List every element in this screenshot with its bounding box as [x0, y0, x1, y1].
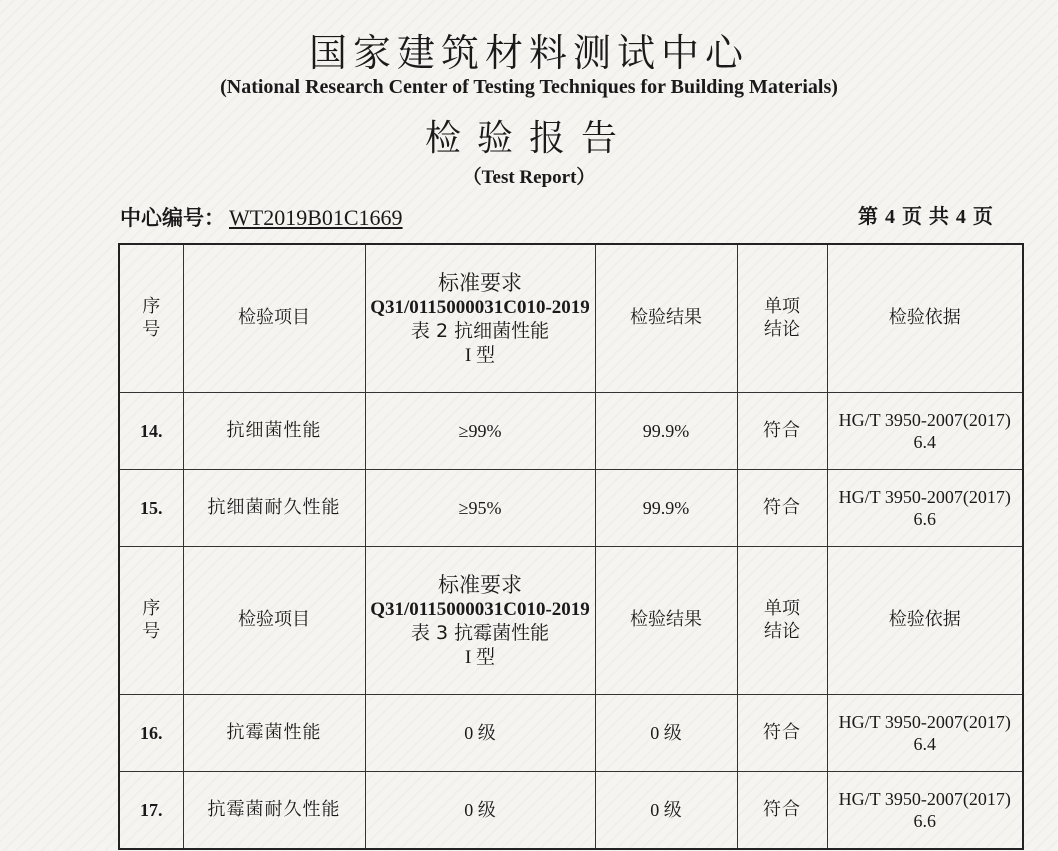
center-number	[120, 202, 403, 232]
header-conclusion: 单项 结论	[737, 244, 827, 393]
row-item: 抗霉菌性能	[183, 695, 365, 772]
row-conclusion: 符合	[737, 393, 827, 470]
header-standard-code: Q31/0115000031C010-2019	[370, 599, 590, 620]
row-item: 抗细菌性能	[183, 393, 365, 470]
row-basis: HG/T 3950-2007(2017) 6.6	[827, 470, 1023, 547]
row-requirement: ≥95%	[365, 470, 595, 547]
center-title-cn: 国家建筑材料测试中心	[308, 31, 749, 75]
header-standard-title: 标准要求	[438, 270, 522, 295]
row-no: 17.	[119, 772, 183, 850]
header-result: 检验结果	[595, 547, 737, 695]
header-standard	[365, 547, 595, 695]
header-standard-type: I 型	[464, 646, 496, 668]
table-header-row	[119, 244, 1023, 393]
test-report-table	[118, 243, 1024, 850]
header-item: 检验项目	[183, 244, 365, 393]
row-conclusion: 符合	[737, 772, 827, 850]
row-conclusion: 符合	[737, 470, 827, 547]
table-header-row	[119, 547, 1023, 695]
table-row	[119, 772, 1023, 850]
page-label-a: 第	[858, 204, 878, 228]
row-result: 99.9%	[595, 470, 737, 547]
row-no: 15.	[119, 470, 183, 547]
header-standard-code: Q31/0115000031C010-2019	[370, 297, 590, 318]
page-indicator	[858, 200, 993, 229]
page-total: 4	[955, 206, 966, 228]
table-row	[119, 393, 1023, 470]
row-basis: HG/T 3950-2007(2017) 6.4	[827, 393, 1023, 470]
row-item: 抗细菌耐久性能	[183, 470, 365, 547]
row-no: 14.	[119, 393, 183, 470]
header-no: 序 号	[119, 547, 183, 695]
header-no: 序 号	[119, 244, 183, 393]
row-conclusion: 符合	[737, 695, 827, 772]
header-standard-table: 表 3 抗霉菌性能	[410, 621, 550, 644]
center-title-en: (National Research Center of Testing Techniques for Building Materials)	[220, 76, 838, 98]
row-item: 抗霉菌耐久性能	[183, 772, 365, 850]
header-basis: 检验依据	[827, 547, 1023, 695]
row-result: 99.9%	[595, 393, 737, 470]
center-number-value: WT2019B01C1669	[229, 205, 403, 230]
table-row	[119, 695, 1023, 772]
row-result: 0 级	[595, 695, 737, 772]
header-standard-table: 表 2 抗细菌性能	[410, 319, 550, 342]
header-standard	[365, 244, 595, 393]
header-conclusion: 单项 结论	[737, 547, 827, 695]
page-label-c: 页	[972, 204, 993, 228]
header-standard-title: 标准要求	[438, 572, 522, 597]
header-result: 检验结果	[595, 244, 737, 393]
row-requirement: ≥99%	[365, 393, 595, 470]
row-basis: HG/T 3950-2007(2017) 6.6	[827, 772, 1023, 850]
page-current: 4	[884, 206, 895, 228]
report-title-cn: 检验报告	[424, 118, 633, 159]
row-basis: HG/T 3950-2007(2017) 6.4	[827, 695, 1023, 772]
header-standard-type: I 型	[464, 344, 496, 366]
page-label-b: 页 共	[901, 204, 949, 228]
header-basis: 检验依据	[827, 244, 1023, 393]
center-number-label: 中心编号：	[120, 206, 225, 230]
table-row	[119, 470, 1023, 547]
row-result: 0 级	[595, 772, 737, 850]
report-title-en: （Test Report）	[462, 167, 596, 188]
header-item: 检验项目	[183, 547, 365, 695]
row-no: 16.	[119, 695, 183, 772]
row-requirement: 0 级	[365, 695, 595, 772]
row-requirement: 0 级	[365, 772, 595, 850]
